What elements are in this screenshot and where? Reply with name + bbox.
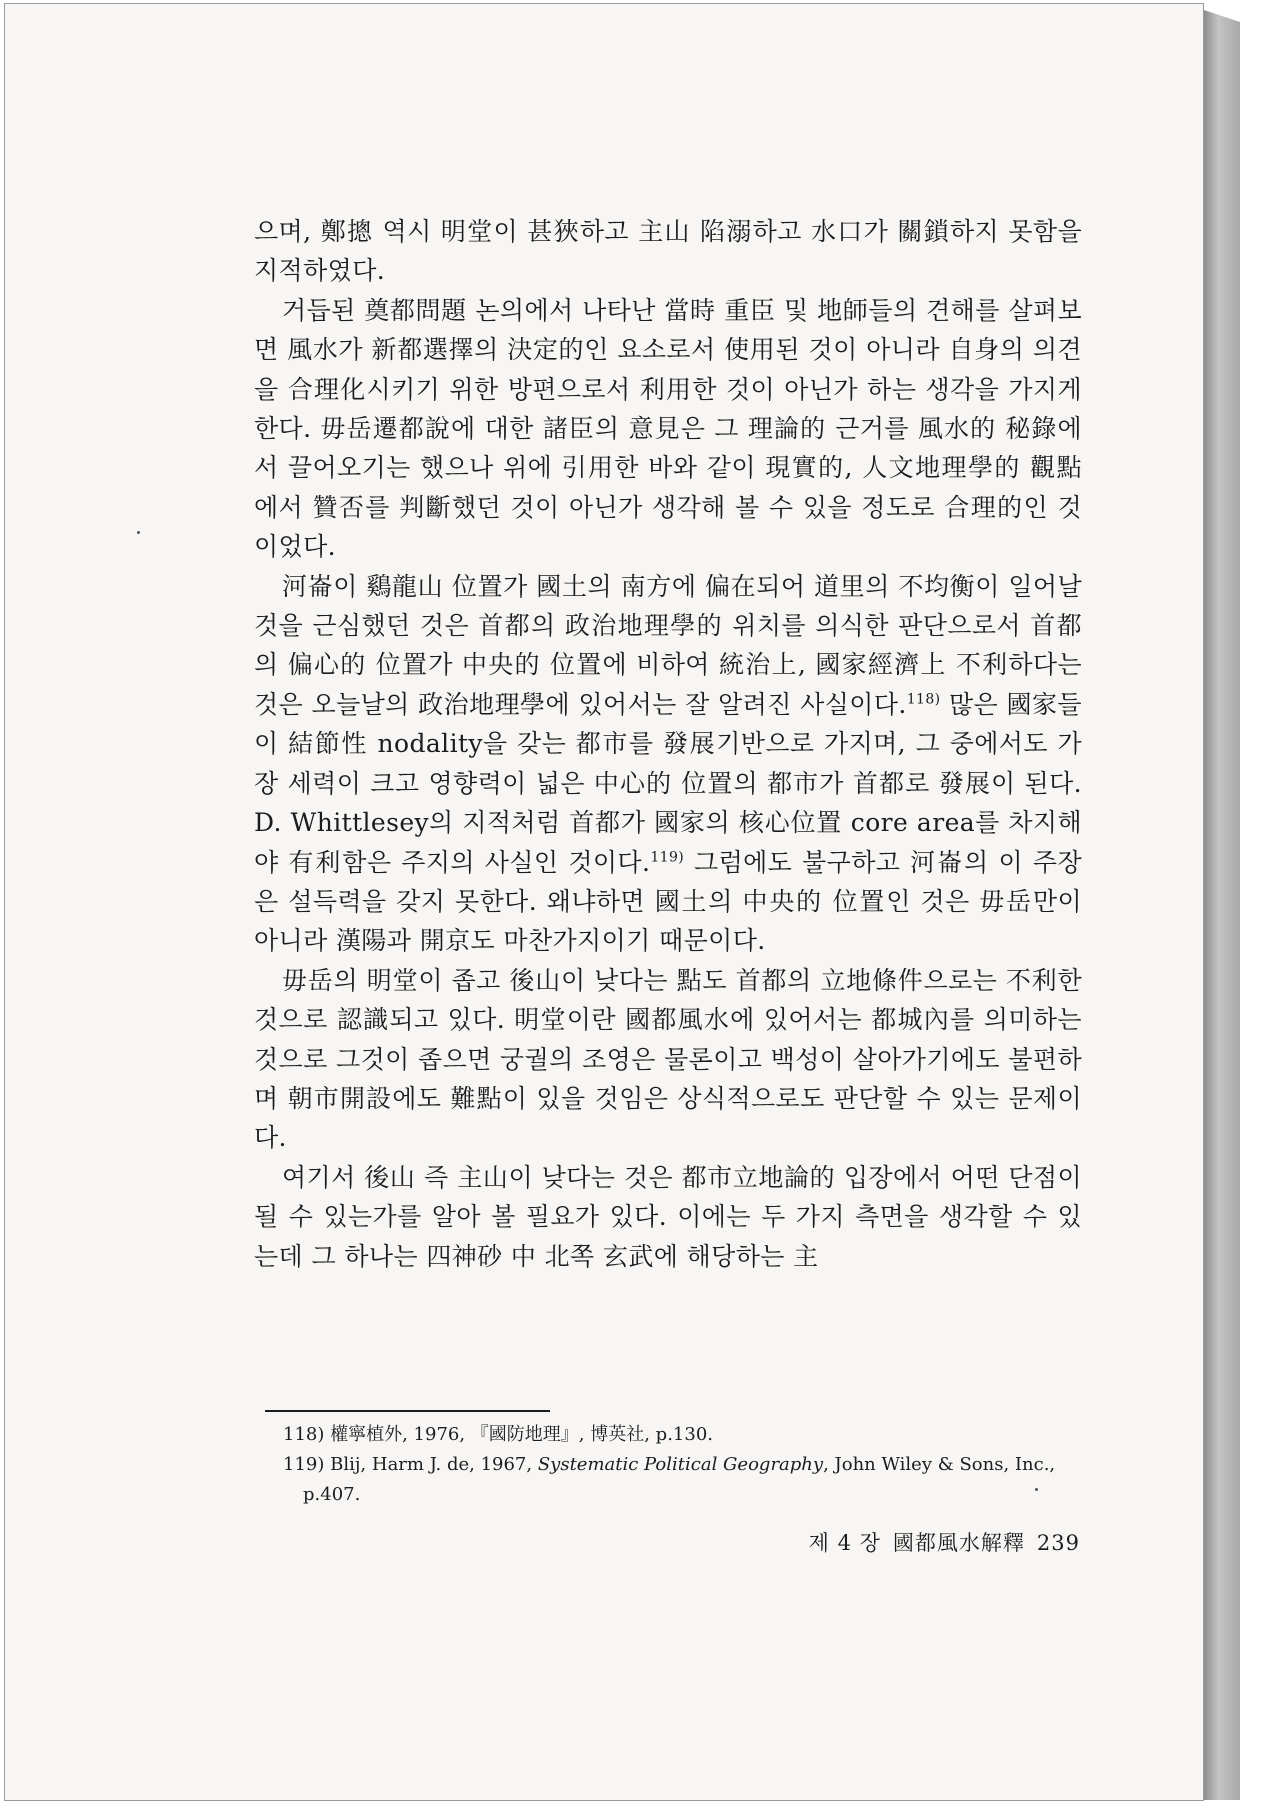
footnote-119 — [283, 1450, 1083, 1510]
paragraph-3-part-1: 河崙이 鷄龍山 位置가 國土의 南方에 偏在되어 道里의 不均衡이 일어날 것을 근심했던 것은 首都의 政治地理學的 위치를 의식한 판단으로서 首都의 偏心的 位置가 中央的 位置에 비하여 統治上, 國家經濟上 不利하다는 것은 오늘날의 政治地理學에 있어서는 잘 알려진 사실이다. — [254, 571, 1082, 719]
footnotes — [283, 1420, 1083, 1510]
scan-speck — [1035, 1488, 1038, 1491]
footnote-119-pre: 119) Blij, Harm J. de, 1967, — [283, 1454, 538, 1475]
footer-title: 國都風水解釋 — [892, 1531, 1025, 1555]
running-footer — [740, 1527, 1080, 1557]
paragraph-3 — [254, 567, 1082, 961]
paragraph-2: 거듭된 奠都問題 논의에서 나타난 當時 重臣 및 地師들의 견해를 살펴보면 風水가 新都選擇의 決定的인 요소로서 使用된 것이 아니라 自身의 의견을 合理化시키기 위한 방편으로서 利用한 것이 아닌가 하는 생각을 가지게 한다. 毋岳遷都說에 대한 諸臣의 意見은 그 理論的 근거를 風水的 秘錄에서 끌어오기는 했으나 위에 引用한 바와 같이 現實的, 人文地理學的 觀點에서 贊否를 判斷했던 것이 아닌가 생각해 볼 수 있을 정도로 合理的인 것이었다. — [254, 295, 1082, 562]
footnote-ref-119: 119) — [650, 849, 685, 866]
paragraph-1: 으며, 鄭摠 역시 明堂이 甚狹하고 主山 陷溺하고 水口가 關鎖하지 못함을 지적하였다. — [254, 217, 1082, 286]
scan-speck — [137, 531, 140, 534]
footnote-rule — [265, 1410, 550, 1412]
footnote-119-post: , John Wiley & Sons, Inc., p.407. — [303, 1454, 1056, 1505]
paragraph-5: 여기서 後山 즉 主山이 낮다는 것은 都市立地論的 입장에서 어떤 단점이 될 수 있는가를 알아 볼 필요가 있다. 이에는 두 가지 측면을 생각할 수 있는데 그 하나는 四神砂 中 北쪽 玄武에 해당하는 主 — [254, 1162, 1082, 1271]
page-number: 239 — [1036, 1531, 1080, 1555]
body-text — [254, 212, 1082, 1276]
paragraph-3-part-2: 많은 國家들이 結節性 nodality을 갖는 都市를 發展기반으로 가지며, 그 중에서도 가장 세력이 크고 영향력이 넓은 中心的 位置의 都市가 首都로 發展이 된다. D. Whittlesey의 지적처럼 首都가 國家의 核心位置 core area를 차지해야 有利함은 주지의 사실인 것이다. — [254, 689, 1082, 877]
paragraph-4: 毋岳의 明堂이 좁고 後山이 낮다는 點도 首都의 立地條件으로는 不利한 것으로 認識되고 있다. 明堂이란 國都風水에 있어서는 都城內를 의미하는 것으로 그것이 좁으면 궁궐의 조영은 물론이고 백성이 살아가기에도 불편하며 朝市開設에도 難點이 있을 것임은 상식적으로도 판단할 수 있는 문제이다. — [254, 965, 1082, 1153]
footer-chapter: 제 4 장 — [808, 1531, 881, 1555]
footnote-119-title: Systematic Political Geography — [537, 1454, 824, 1475]
footnote-ref-118: 118) — [906, 691, 941, 708]
paragraph-3-part-3: 그럼에도 불구하고 河崙의 이 주장은 설득력을 갖지 못한다. 왜냐하면 國土의 中央的 位置인 것은 毋岳만이 아니라 漢陽과 開京도 마찬가지이기 때문이다. — [254, 847, 1083, 956]
page-edge-shadow — [1204, 10, 1240, 1800]
footnote-118: 118) 權寧植外, 1976, 『國防地理』, 博英社, p.130. — [283, 1424, 714, 1445]
